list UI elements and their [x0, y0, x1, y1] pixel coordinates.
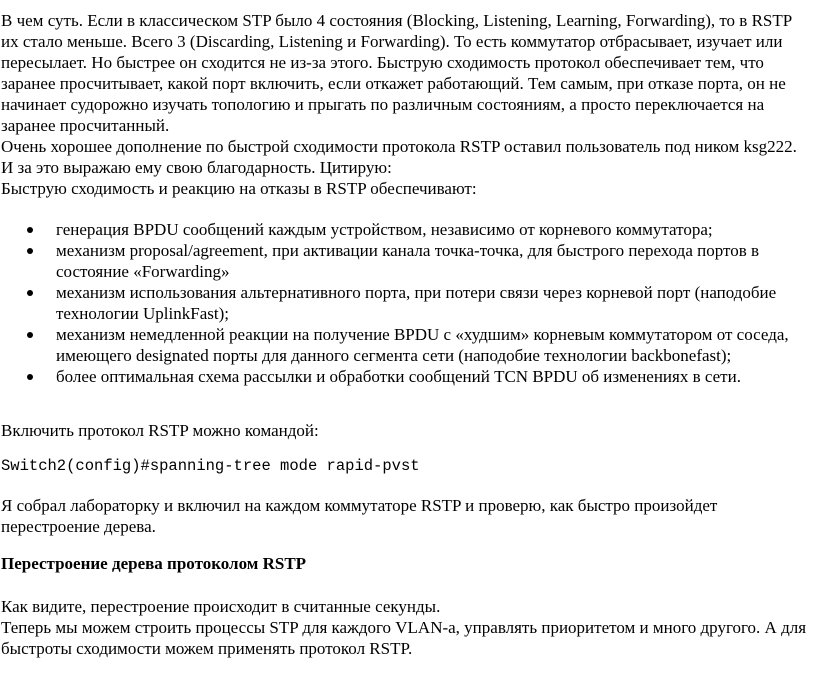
intro-line: И за это выражаю ему свою благодарность. Цитирую:	[1, 158, 392, 177]
enable-line: Включить протокол RSTP можно командой:	[1, 421, 319, 440]
list-item	[0, 366, 800, 387]
bullet-dot-icon	[27, 290, 33, 296]
list-item-line: состояние «Forwarding»	[56, 262, 230, 281]
bullet-dot-icon	[27, 227, 33, 233]
list-item-line: технологии UplinkFast);	[56, 304, 229, 323]
features-list	[0, 219, 800, 387]
list-item	[0, 282, 800, 324]
list-item-line: механизм немедленной реакции на получение BPDU с «худшим» корневым коммутатором от соседа,	[56, 325, 789, 344]
outro-paragraph	[1, 596, 816, 659]
command-code: Switch2(config)#spanning-tree mode rapid-pvst	[1, 457, 420, 475]
bullet-dot-icon	[27, 374, 33, 380]
lab-line: перестроение дерева.	[1, 517, 156, 536]
list-item-line: более оптимальная схема рассылки и обработки сообщений TCN BPDU об изменениях в сети.	[56, 367, 741, 386]
list-item-line: механизм proposal/agreement, при активации канала точка-точка, для быстрого перехода портов в	[56, 241, 759, 260]
outro-line: быстроты сходимости можем применять протокол RSTP.	[1, 639, 413, 658]
intro-line: заранее просчитывает, какой порт включить, если откажет работающий. Тем самым, при отказе порта, он не	[1, 74, 786, 93]
list-item-line: имеющего designated порты для данного сегмента сети (наподобие технологии backbonefast);	[56, 346, 732, 365]
list-item-line: генерация BPDU сообщений каждым устройством, независимо от корневого коммутатора;	[56, 220, 713, 239]
section-heading: Перестроение дерева протоколом RSTP	[1, 554, 307, 573]
outro-line: Теперь мы можем строить процессы STP для каждого VLAN-а, управлять приоритетом и много другого. А для	[1, 618, 807, 637]
lab-line: Я собрал лабораторку и включил на каждом коммутаторе RSTP и проверю, как быстро произойдет	[1, 496, 718, 515]
outro-line: Как видите, перестроение происходит в считанные секунды.	[1, 597, 441, 616]
enable-text	[1, 420, 816, 441]
bullet-dot-icon	[27, 248, 33, 254]
intro-line: Очень хорошее дополнение по быстрой сходимости протокола RSTP оставил пользователь под ником ksg222.	[1, 137, 797, 156]
lab-paragraph	[1, 495, 816, 537]
list-item	[0, 240, 800, 282]
intro-line: В чем суть. Если в классическом STP было 4 состояния (Blocking, Listening, Learning, Forwarding), то в RSTP	[1, 11, 793, 30]
intro-line: пересылает. Но быстрее он сходится не из-за этого. Быструю сходимость протокол обеспечивает тем, что	[1, 53, 764, 72]
intro-line: заранее просчитанный.	[1, 116, 170, 135]
list-item	[0, 324, 800, 366]
bullet-dot-icon	[27, 332, 33, 338]
list-item	[0, 219, 800, 240]
intro-paragraph	[1, 10, 816, 199]
intro-line: их стало меньше. Всего 3 (Discarding, Listening и Forwarding). То есть коммутатор отбрасывает, изучает или	[1, 32, 783, 51]
intro-line: Быструю сходимость и реакцию на отказы в RSTP обеспечивают:	[1, 179, 477, 198]
intro-line: начинает судорожно изучать топологию и прыгать по различным состояниям, а просто переключается на	[1, 95, 765, 114]
list-item-line: механизм использования альтернативного порта, при потери связи через корневой порт (наподобие	[56, 283, 777, 302]
